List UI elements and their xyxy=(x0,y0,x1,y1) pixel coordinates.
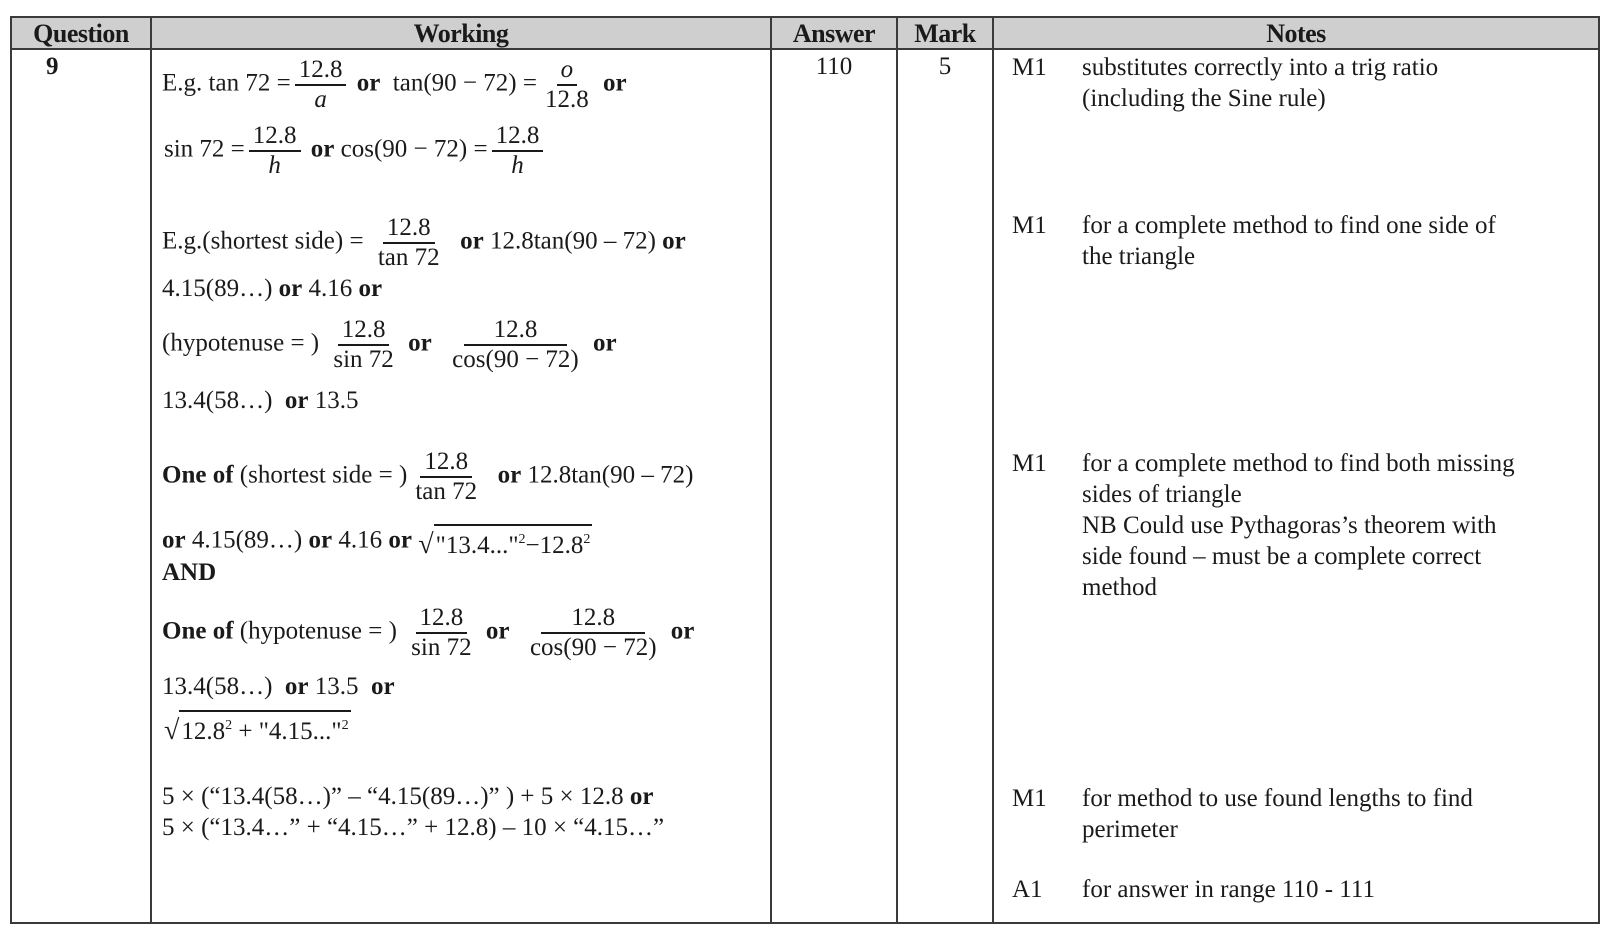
value: 13.4(58…) xyxy=(162,387,273,414)
working-line xyxy=(162,672,395,702)
value: 4.15(89…) xyxy=(162,275,273,302)
working-line xyxy=(162,386,359,416)
column-divider xyxy=(770,18,772,922)
eg-label: E.g. xyxy=(162,69,203,97)
or-keyword: or xyxy=(356,69,381,97)
or-keyword: or xyxy=(485,617,510,645)
expr: (hypotenuse = ) xyxy=(239,617,397,645)
fraction: $\frac{12.8}{\cos(90 - 72)}$ xyxy=(452,316,579,373)
expr: (shortest side = ) xyxy=(239,461,408,489)
mark-code: A1 xyxy=(1012,876,1043,903)
or-keyword: or xyxy=(629,783,654,810)
or-keyword: or xyxy=(497,461,522,489)
value: 13.5 xyxy=(314,673,359,700)
fraction: $\frac{12.8}{\sin 72}$ xyxy=(411,604,472,661)
answer-value: 110 xyxy=(815,53,853,80)
or-keyword: or xyxy=(460,227,484,255)
note-text: substitutes correctly into a trig ratio (including the Sine rule) xyxy=(1082,54,1439,112)
fraction: $\frac{12.8}{a}$ xyxy=(295,56,347,114)
working-line xyxy=(164,710,351,746)
fraction: $\frac{o}{12.8}$ xyxy=(544,56,589,113)
fraction: $\frac{12.8}{\sin 72}$ xyxy=(333,316,394,373)
fraction: $\frac{12.8}{\tan 72}$ xyxy=(415,448,478,505)
working-line xyxy=(164,122,547,180)
and-keyword: AND xyxy=(162,559,217,586)
expr: cos(90 − 72) = xyxy=(340,135,488,163)
column-divider xyxy=(992,18,994,922)
note-text: for method to use found lengths to find perimeter xyxy=(1082,785,1473,843)
working-line: 5 × (“13.4…” + “4.15…” + 12.8) – 10 × “4.15…” xyxy=(162,814,665,841)
mark-value: 5 xyxy=(938,53,952,80)
mark-code: M1 xyxy=(1012,54,1047,81)
header-notes: Notes xyxy=(1266,19,1326,48)
mark-code: M1 xyxy=(1012,785,1047,812)
table-header-row xyxy=(12,18,1598,50)
mark-scheme-table xyxy=(10,16,1600,924)
expr: tan 72 = xyxy=(208,69,291,97)
expr: (hypotenuse = ) xyxy=(162,329,320,357)
or-keyword: or xyxy=(388,526,412,554)
or-keyword: or xyxy=(284,387,309,414)
one-of-label: One of xyxy=(162,617,234,645)
working-line xyxy=(162,604,694,662)
value: 13.4(58…) xyxy=(162,673,273,700)
or-keyword: or xyxy=(408,329,432,357)
mark-code: M1 xyxy=(1012,212,1047,239)
fraction: $\frac{12.8}{h}$ xyxy=(249,122,301,180)
header-mark: Mark xyxy=(914,19,976,48)
or-keyword: or xyxy=(670,617,695,645)
square-root: √ "$13.4..."^2-12.8^2$ xyxy=(418,524,592,560)
working-line xyxy=(162,524,592,560)
value: 4.15(89…) xyxy=(191,526,303,554)
header-working: Working xyxy=(413,19,509,48)
working-line xyxy=(162,274,382,304)
value: 4.16 xyxy=(308,275,353,302)
square-root: √ $12.8^2$ + "4.15..."$^2$ xyxy=(164,710,351,746)
expr: 12.8tan(90 – 72) xyxy=(527,461,694,489)
one-of-label: One of xyxy=(162,461,234,489)
expr: 5 × (“13.4(58…)” – “4.15(89…)” ) + 5 × 12.8 xyxy=(162,783,624,810)
note-text: for answer in range 110 - 111 xyxy=(1082,876,1375,903)
radical-sign: √ xyxy=(418,529,434,560)
or-keyword: or xyxy=(278,275,303,302)
or-keyword: or xyxy=(284,673,309,700)
header-question: Question xyxy=(33,19,129,48)
fraction: $\frac{12.8}{h}$ xyxy=(492,122,544,180)
value: 13.5 xyxy=(314,387,359,414)
or-keyword: or xyxy=(662,227,686,255)
working-line xyxy=(162,56,627,114)
expr: sin 72 = xyxy=(164,135,245,163)
question-number: 9 xyxy=(46,53,59,80)
fraction: $\frac{12.8}{\cos(90 - 72)}$ xyxy=(529,604,657,661)
or-keyword: or xyxy=(593,329,617,357)
expr: 12.8tan(90 – 72) xyxy=(489,227,656,255)
expr: tan(90 − 72) = xyxy=(392,69,537,97)
radical-sign: √ xyxy=(164,715,180,746)
or-keyword: or xyxy=(310,135,335,163)
or-keyword: or xyxy=(371,673,395,700)
column-divider xyxy=(150,18,152,922)
or-keyword: or xyxy=(358,275,383,302)
working-line xyxy=(162,782,654,812)
expr: E.g.(shortest side) = xyxy=(162,227,364,255)
header-answer: Answer xyxy=(792,19,876,48)
working-line xyxy=(162,448,693,506)
or-keyword: or xyxy=(602,69,627,97)
column-divider xyxy=(896,18,898,922)
working-line xyxy=(162,316,617,374)
note-text: for a complete method to find one side of the triangle xyxy=(1082,212,1496,270)
note-text: for a complete method to find both missing sides of triangle NB Could use Pythagoras’s theorem with side found – must be a complete correct method xyxy=(1082,450,1515,601)
value: 4.16 xyxy=(338,526,383,554)
fraction: $\frac{12.8}{\tan 72}$ xyxy=(377,214,440,271)
or-keyword: or xyxy=(162,526,186,554)
working-line xyxy=(162,214,686,272)
or-keyword: or xyxy=(308,526,333,554)
mark-code: M1 xyxy=(1012,450,1047,477)
